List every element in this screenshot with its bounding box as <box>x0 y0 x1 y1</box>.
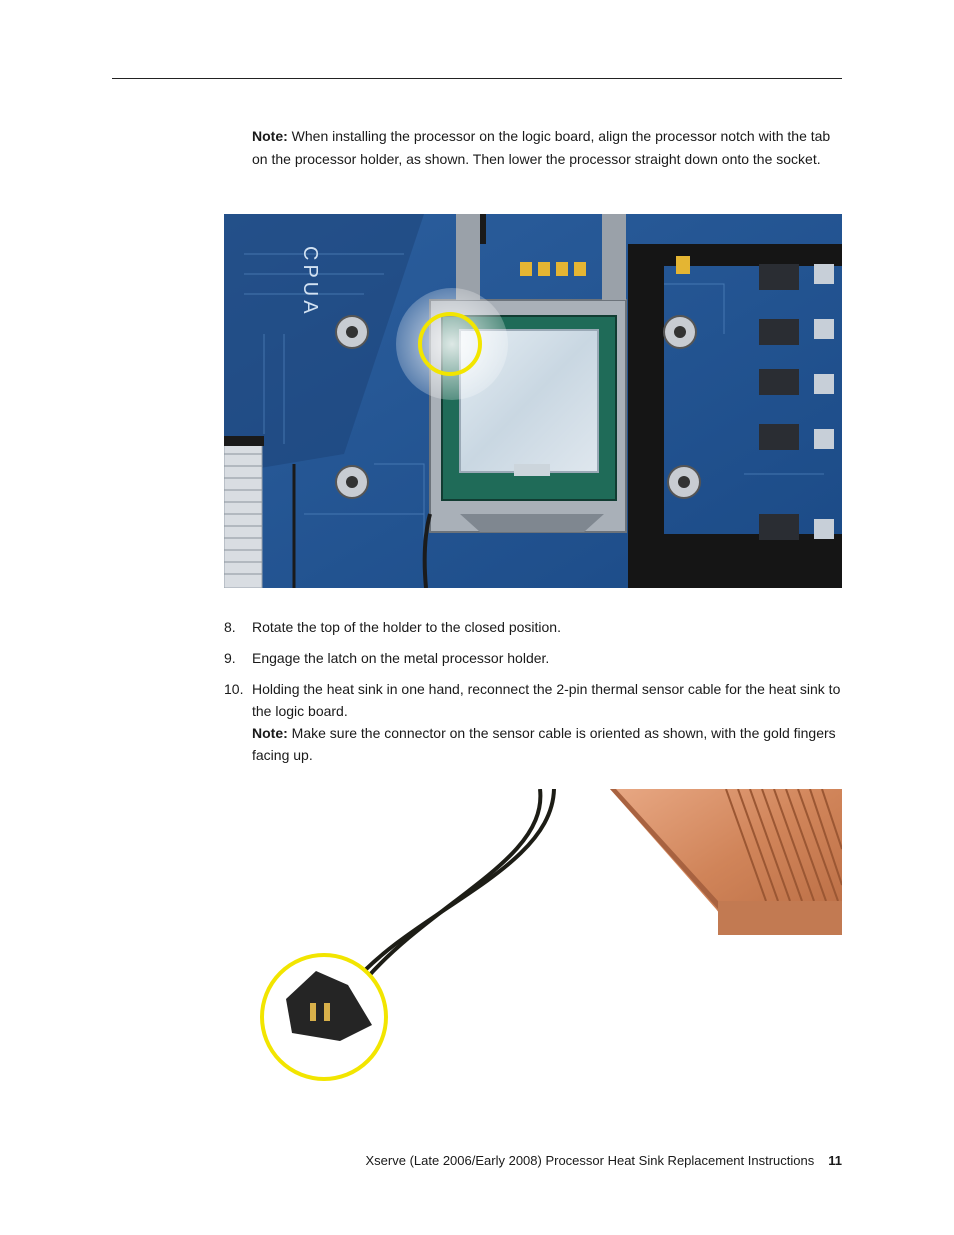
note-label: Note: <box>252 128 288 144</box>
step-number: 9. <box>224 650 236 666</box>
step-10-note <box>252 722 842 766</box>
step-text: Holding the heat sink in one hand, reconnect the 2-pin thermal sensor cable for the heat sink to the logic board. <box>252 681 841 719</box>
step-9 <box>224 647 842 669</box>
steps-list <box>224 616 842 775</box>
step-number: 10. <box>224 681 244 697</box>
header-rule <box>112 78 842 79</box>
footer-title: Xserve (Late 2006/Early 2008) Processor Heat Sink Replacement Instructions <box>365 1153 815 1168</box>
processor-note <box>252 125 842 170</box>
heat-sink <box>610 789 842 935</box>
sensor-cable <box>352 789 554 984</box>
step-text: Engage the latch on the metal processor holder. <box>252 650 550 666</box>
note-text: Make sure the connector on the sensor cable is oriented as shown, with the gold fingers facing up. <box>252 725 836 763</box>
highlight-glow <box>396 288 508 400</box>
note-text: When installing the processor on the logic board, align the processor notch with the tab on the processor holder, as shown. Then lower the processor straight down onto the socket. <box>252 128 831 167</box>
step-8 <box>224 616 842 638</box>
step-number: 8. <box>224 619 236 635</box>
processor-socket-photo <box>224 214 842 588</box>
note-label: Note: <box>252 725 288 741</box>
page-number: 11 <box>828 1153 842 1168</box>
cpua-silkscreen: CPUA <box>299 246 321 318</box>
step-text: Rotate the top of the holder to the closed position. <box>252 619 561 635</box>
page-footer <box>366 1153 842 1168</box>
sensor-cable-photo <box>256 789 842 1089</box>
step-10 <box>224 678 842 766</box>
